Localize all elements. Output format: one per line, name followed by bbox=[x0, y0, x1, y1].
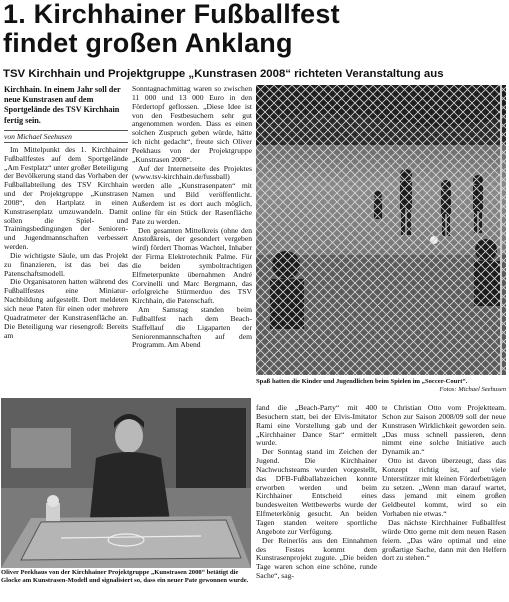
paragraph: Der Sonntag stand im Zeichen der Jugend. Die Kirchhainer Nachwuchsteams wurden vorgestellt, das DFB-Fußballabzeichen konnte erworben werden und beim Kirchhainer Entscheid eines bundesweiten Wettbewerbs wurde der Elfmeterkönig gesucht. An beiden Tagen standen weitere sportliche Angebote zur Verfügung. bbox=[256, 447, 377, 536]
paragraph: Auf der Internetseite des Projektes (www.tsv-kirchhain.de/fussball) werden alle „Kunstrasenpaten“ mit Namen und Bild veröffentlicht. Außerdem ist es dort auch möglich, online für ein Stück der Rasenfläche Pate zu werden. bbox=[132, 163, 252, 226]
column-1 bbox=[4, 85, 128, 340]
photo-1-caption bbox=[256, 378, 506, 394]
paragraph: Die wichtigste Säule, um das Projekt zu finanzieren, ist das bei das Patenschaftsmodell. bbox=[4, 250, 128, 278]
byline: von Michael Seehusen bbox=[4, 130, 128, 143]
photo-2-caption: Oliver Peekhaus von der Kirchhainer Projektgruppe „Kunstrasen 2008“ betätigt die Glocke am Kunstrasen-Modell und signalisiert so, dass ein neuer Pate gewonnen wurde. bbox=[1, 569, 249, 585]
paragraph: te Christian Otto vom Projektteam. Schon zur Saison 2008/09 soll der neue Kunstrasen Wirklichkeit geworden sein. „Das muss schnell passieren, denn nimmt eine solche Initiative auch Dynamik an.“ bbox=[382, 404, 506, 457]
paragraph: Sonntagnachmittag waren so zwischen 11 000 und 13 000 Euro in den Fördertopf geflossen. „Diese Idee ist von den Festbesuchern sehr gut angenommen worden. Dass es einen solchen Zuspruch geben würde, hätte ich nicht gedacht“, freute sich Oliver Peekhaus von der Projektgruppe „Kunstrasen 2008“. bbox=[132, 85, 252, 164]
column-3 bbox=[256, 404, 377, 600]
paragraph: Im Mittelpunkt des 1. Kirchhainer Fußballfestes auf dem Sportgelände „Am Festplatz“ unter großer Beteiligung der Bevölkerung stand das Vorhaben der Fußballabteilung des TSV Kirchhain und der Projektgruppe „Kunstrasen 2008“, den Hartplatz in einen Kunstrasenplatz umzuwandeln. Damit sollen die Spiel- und Trainingsbedingungen der Senioren- und Jugendmannschaften verbessert werden. bbox=[4, 144, 128, 252]
paragraph: Am Samstag standen beim Fußballfest nach dem Beach-Staffellauf die Ligaparten der Seniorenmannschaften auf dem Programm. Am Abend bbox=[132, 305, 252, 350]
paragraph: fand die „Beach-Party“ mit 400 Besuchern statt, bei der Elvis-Imitator Rami eine Vorstellung gab und der „Kirchhainer Dance Star“ ermittelt wurde. bbox=[256, 404, 377, 448]
paragraph: Die Organisatoren hatten während des Fußballfestes eine Miniatur-Nachbildung aufgestellt. Dort meldeten sich neue Paten für einen oder mehrere Quadratmeter der Kunstrasenfläche an. Die Beteiligung war riesengroß: Bereits am bbox=[4, 277, 128, 340]
soccer-court-photo bbox=[256, 85, 506, 375]
peekhaus-photo bbox=[1, 398, 251, 568]
paragraph: Otto ist davon überzeugt, dass das Konzept richtig ist, auf viele Unterstützer mit kleinen Förderbeträgen zu setzen. „Wenn man darauf wartet, dass jemand mit einem großen Geldbeutel kommt, wird so ein Vorhaben nie etwas.“ bbox=[382, 456, 506, 519]
paragraph: Den gesamten Mittelkreis (ohne den Anstoßkreis, der gesondert vergeben wird) fördert Thomas Wachtel, Inhaber der Firma Elektrotechnik Palme. Für die beiden symboltrachtigen Elfmeterpunkte übernahmen André Corvinelli und Marc Bergmann, das erfolgreiche Stürmerduo des TSV Kirchhain, die Patenschaft. bbox=[132, 225, 252, 306]
paragraph: Der Reinerlös aus den Einnahmen des Festes kommt dem Kunstrasenprojekt zugute. „Die beiden Tage waren schon eine schöne, runde Sache“, sag- bbox=[256, 535, 377, 581]
headline-line-1: 1. Kirchhainer Fußballfest bbox=[3, 0, 340, 29]
column-1-text bbox=[4, 146, 128, 341]
column-4 bbox=[382, 404, 506, 600]
headline-line-2: findet großen Anklang bbox=[3, 28, 293, 58]
paragraph: Das nächste Kirchhainer Fußballfest würde Otto gerne mit dem neuen Rasen feiern. „Das wäre optimal und eine großartige Sache, dann mit den Helfern dort zu stehen.“ bbox=[382, 517, 506, 563]
photo-credit: Fotos: Michael Seehusen bbox=[439, 386, 506, 394]
lead-paragraph: Kirchhain. In einem Jahr soll der neue Kunstrasen auf dem Sportgelände des TSV Kirchhain fertig sein. bbox=[4, 85, 121, 125]
subheadline: TSV Kirchhain und Projektgruppe „Kunstrasen 2008“ richteten Veranstaltung aus bbox=[3, 68, 444, 80]
column-2 bbox=[132, 85, 252, 395]
headline bbox=[3, 0, 506, 58]
caption-text: Spaß hatten die Kinder und Jugendlichen beim Spielen im „Soccer-Court“. bbox=[256, 378, 468, 385]
